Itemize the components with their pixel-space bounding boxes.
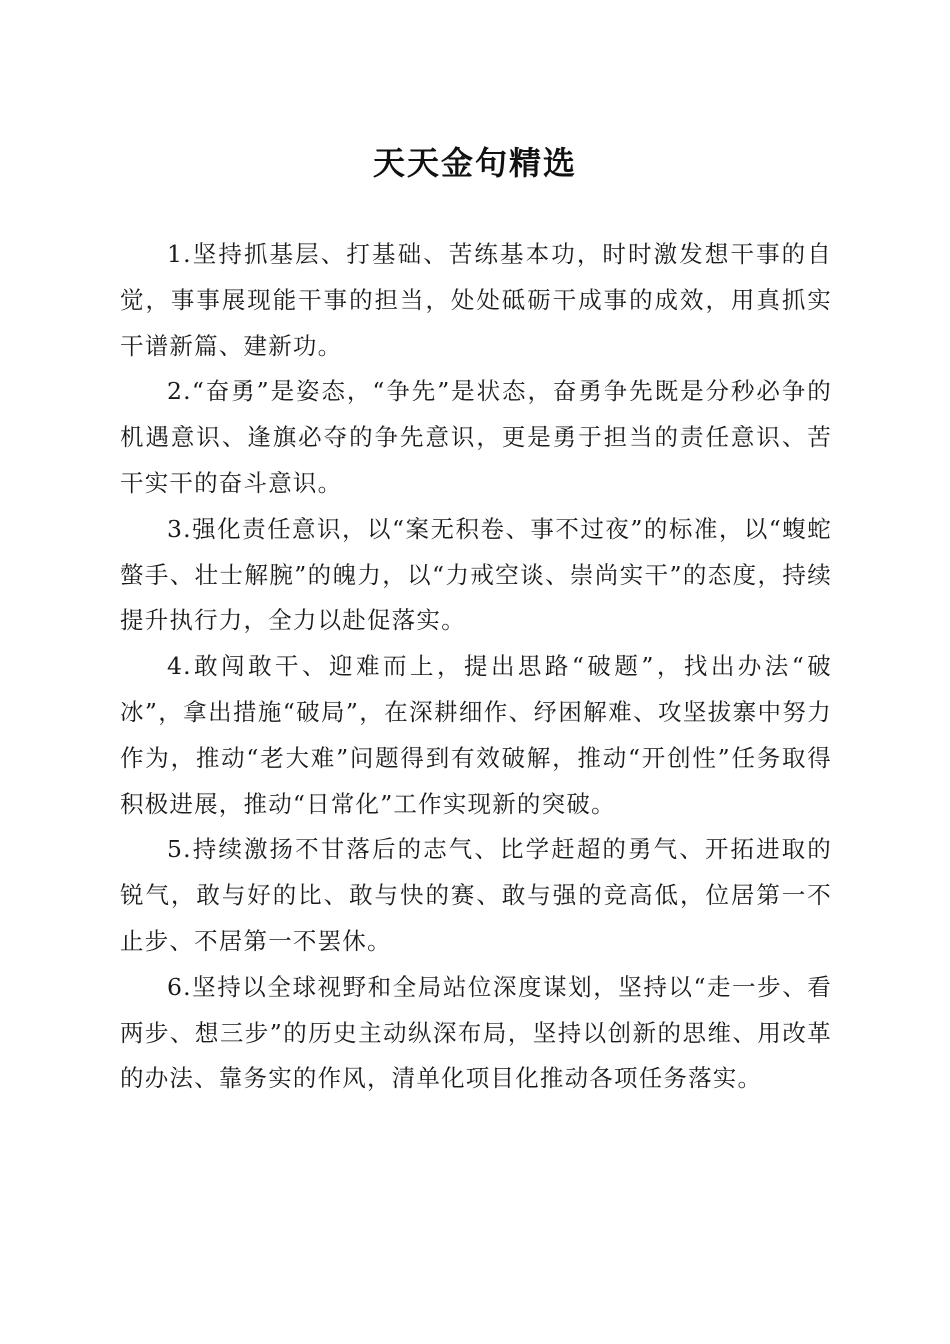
document-body: [120, 232, 832, 1102]
paragraph-5: 5.持续激扬不甘落后的志气、比学赶超的勇气、开拓进取的锐气，敢与好的比、敢与快的赛、敢与强的竞高低，位居第一不止步、不居第一不罢休。: [120, 835, 832, 955]
paragraph-2: 2.“奋勇”是姿态，“争先”是状态，奋勇争先既是分秒必争的机遇意识、逢旗必夺的争先意识，更是勇于担当的责任意识、苦干实干的奋斗意识。: [120, 377, 832, 497]
page-title: 天天金句精选: [372, 144, 577, 182]
paragraph-6: 6.坚持以全球视野和全局站位深度谋划，坚持以“走一步、看两步、想三步”的历史主动纵深布局，坚持以创新的思维、用改革的办法、靠务实的作风，清单化项目化推动各项任务落实。: [120, 972, 832, 1093]
paragraph-4: 4.敢闯敢干、迎难而上，提出思路“破题”，找出办法“破冰”，拿出措施“破局”，在深耕细作、纾困解难、攻坚拔寨中努力作为，推动“老大难”问题得到有效破解，推动“开创性”任务取得积极进展，推动“日常化”工作实现新的突破。: [120, 652, 832, 818]
paragraph-3: 3.强化责任意识，以“案无积卷、事不过夜”的标准，以“蝮蛇螫手、壮士解腕”的魄力，以“力戒空谈、崇尚实干”的态度，持续提升执行力，全力以赴促落实。: [120, 514, 832, 635]
paragraph-1: 1.坚持抓基层、打基础、苦练基本功，时时激发想干事的自觉，事事展现能干事的担当，处处砥砺干成事的成效，用真抓实干谱新篇、建新功。: [120, 240, 832, 360]
